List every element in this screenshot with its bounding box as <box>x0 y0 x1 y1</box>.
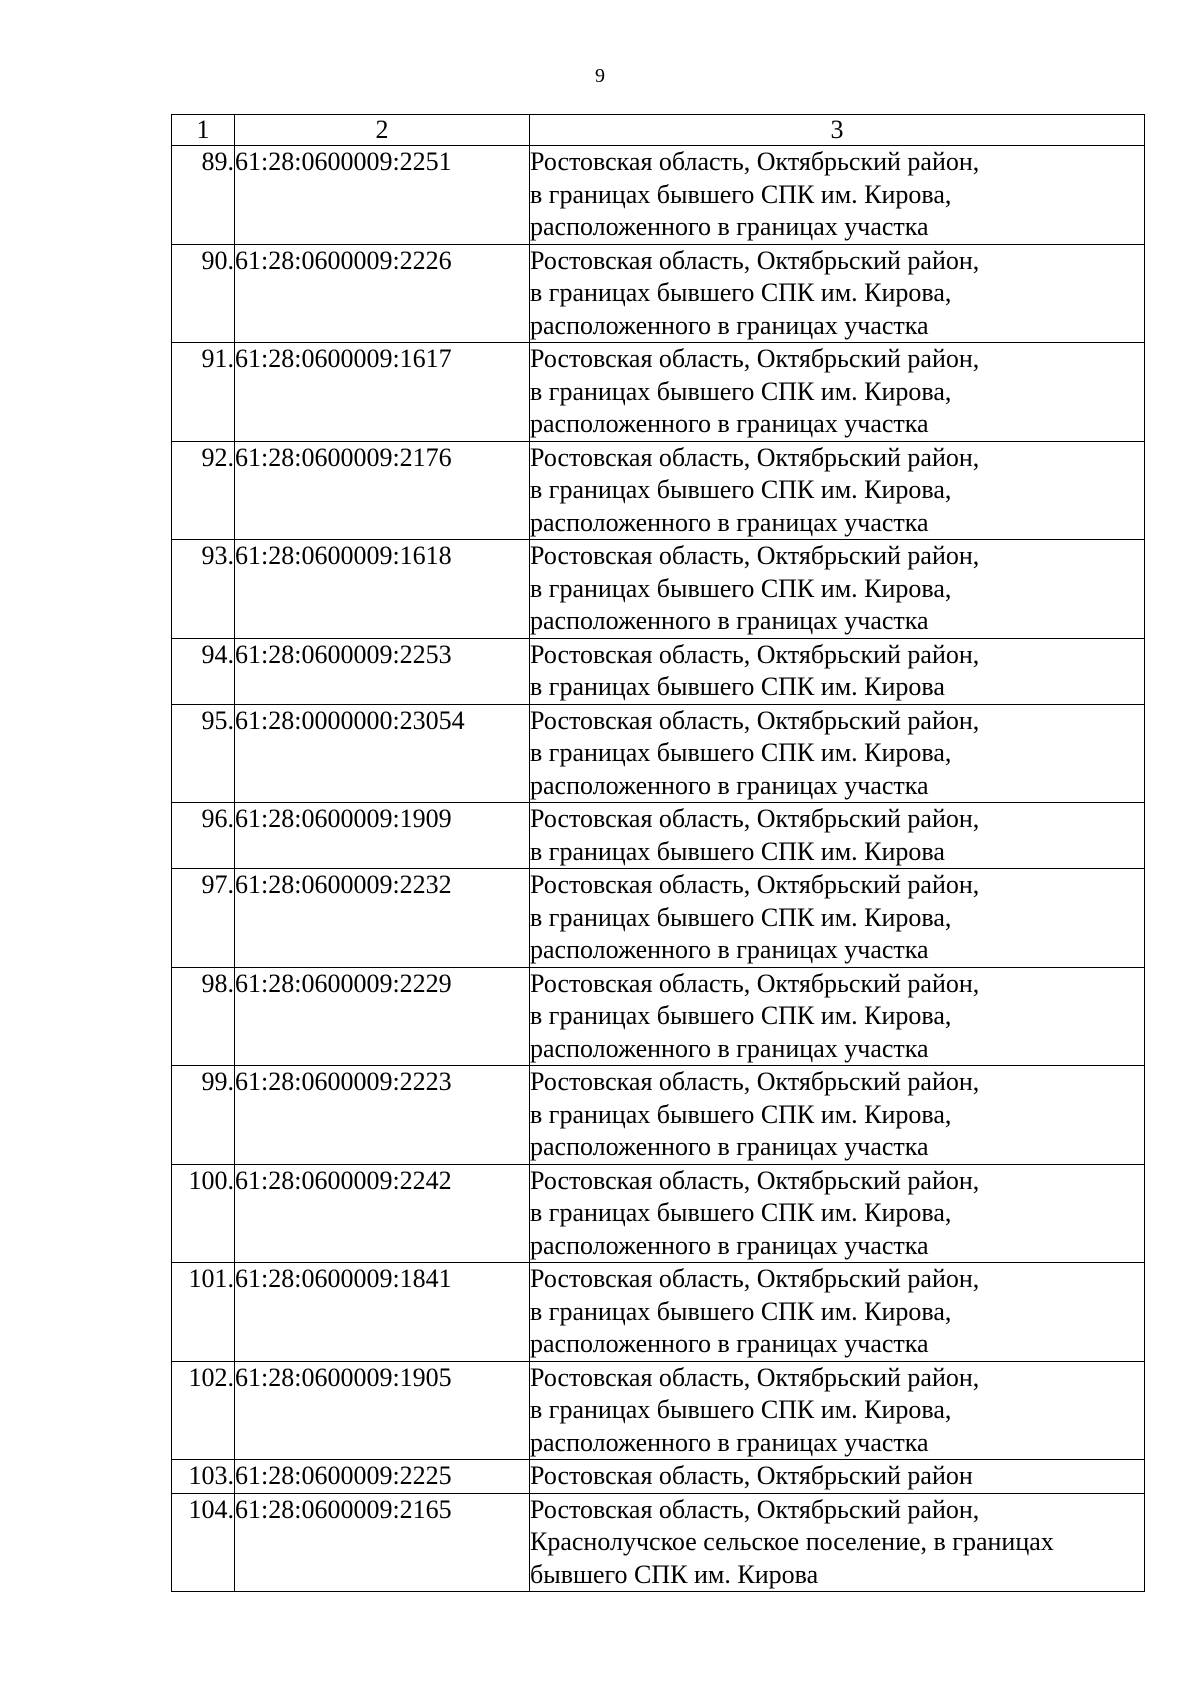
row-number: 89. <box>172 146 235 245</box>
plot-address <box>530 1066 1145 1165</box>
address-line: Ростовская область, Октябрьский район, <box>530 870 980 899</box>
address-line: Ростовская область, Октябрьский район, <box>530 1165 980 1195</box>
cadastral-number: 61:28:0600009:2229 <box>235 967 530 1066</box>
plot-address <box>530 803 1145 869</box>
cadastral-number: 61:28:0600009:2165 <box>235 1493 530 1592</box>
row-number: 93. <box>172 540 235 639</box>
cadastral-number: 61:28:0600009:1617 <box>235 343 530 442</box>
row-number: 101. <box>172 1263 235 1362</box>
address-line: расположенного в границах участка <box>530 1230 929 1260</box>
address-line: Ростовская область, Октябрьский район, <box>530 968 980 998</box>
plot-address <box>530 244 1145 343</box>
address-line: в границах бывшего СПК им. Кирова, <box>530 1099 952 1129</box>
table-row <box>172 803 1145 869</box>
plot-address <box>530 869 1145 968</box>
address-line: Ростовская область, Октябрьский район, <box>530 1494 980 1524</box>
address-line: Ростовская область, Октябрьский район, <box>530 804 980 833</box>
table-row <box>172 638 1145 704</box>
row-number: 100. <box>172 1164 235 1263</box>
table-row <box>172 1460 1145 1494</box>
column-header-2: 2 <box>235 115 530 146</box>
address-line: в границах бывшего СПК им. Кирова, <box>530 475 952 504</box>
table-row <box>172 1164 1145 1263</box>
table-header-row <box>172 115 1145 146</box>
address-line: расположенного в границах участка <box>530 310 929 340</box>
row-number: 97. <box>172 869 235 968</box>
plot-address <box>530 146 1145 245</box>
table-row <box>172 704 1145 803</box>
address-line: в границах бывшего СПК им. Кирова, <box>530 376 952 406</box>
address-line: Ростовская область, Октябрьский район, <box>530 1264 980 1293</box>
address-line: Ростовская область, Октябрьский район, <box>530 705 980 735</box>
cadastral-number: 61:28:0600009:2253 <box>235 638 530 704</box>
address-line: Ростовская область, Октябрьский район, <box>530 1067 980 1096</box>
address-line: расположенного в границах участка <box>530 409 929 438</box>
row-number: 102. <box>172 1361 235 1460</box>
address-line: Ростовская область, Октябрьский район, <box>530 541 980 570</box>
table-row <box>172 869 1145 968</box>
table-row <box>172 1361 1145 1460</box>
plot-address <box>530 343 1145 442</box>
address-line: в границах бывшего СПК им. Кирова, <box>530 278 952 307</box>
cadastral-number: 61:28:0600009:1618 <box>235 540 530 639</box>
table-row <box>172 1263 1145 1362</box>
plot-address <box>530 967 1145 1066</box>
row-number: 91. <box>172 343 235 442</box>
address-line: расположенного в границах участка <box>530 770 929 800</box>
plot-address <box>530 1493 1145 1592</box>
cadastral-number: 61:28:0600009:2251 <box>235 146 530 245</box>
address-line: Ростовская область, Октябрьский район, <box>530 1362 980 1392</box>
cadastral-number: 61:28:0600009:2242 <box>235 1164 530 1263</box>
table-row <box>172 1493 1145 1592</box>
address-line: в границах бывшего СПК им. Кирова, <box>530 1198 952 1227</box>
cadastral-number: 61:28:0600009:2176 <box>235 441 530 540</box>
address-line: в границах бывшего СПК им. Кирова, <box>530 573 952 603</box>
address-line: в границах бывшего СПК им. Кирова <box>530 672 945 701</box>
column-header-3: 3 <box>530 115 1145 146</box>
row-number: 92. <box>172 441 235 540</box>
plot-address <box>530 441 1145 540</box>
row-number: 99. <box>172 1066 235 1165</box>
row-number: 94. <box>172 638 235 704</box>
address-line: расположенного в границах участка <box>530 212 929 241</box>
cadastral-number: 61:28:0600009:1905 <box>235 1361 530 1460</box>
table-row <box>172 967 1145 1066</box>
cadastral-number: 61:28:0000000:23054 <box>235 704 530 803</box>
plot-address <box>530 1361 1145 1460</box>
cadastral-number: 61:28:0600009:1841 <box>235 1263 530 1362</box>
address-line: Ростовская область, Октябрьский район, <box>530 344 980 373</box>
table-row <box>172 540 1145 639</box>
cadastral-number: 61:28:0600009:2223 <box>235 1066 530 1165</box>
table-row <box>172 441 1145 540</box>
address-line: расположенного в границах участка <box>530 1427 929 1457</box>
address-line: расположенного в границах участка <box>530 935 929 964</box>
address-line: расположенного в границах участка <box>530 606 929 635</box>
page-number: 9 <box>595 65 605 87</box>
plot-address <box>530 1460 1145 1494</box>
address-line: расположенного в границах участка <box>530 1033 929 1063</box>
address-line: Ростовская область, Октябрьский район, <box>530 639 980 669</box>
address-line: расположенного в границах участка <box>530 1329 929 1358</box>
plot-address <box>530 1263 1145 1362</box>
address-line: в границах бывшего СПК им. Кирова, <box>530 1395 952 1424</box>
land-plots-table <box>171 114 1145 1592</box>
address-line: в границах бывшего СПК им. Кирова, <box>530 1296 952 1326</box>
address-line: в границах бывшего СПК им. Кирова, <box>530 179 952 209</box>
table-row <box>172 1066 1145 1165</box>
cadastral-number: 61:28:0600009:2225 <box>235 1460 530 1494</box>
address-line: бывшего СПК им. Кирова <box>530 1559 819 1589</box>
plot-address <box>530 638 1145 704</box>
cadastral-number: 61:28:0600009:2232 <box>235 869 530 968</box>
row-number: 104. <box>172 1493 235 1592</box>
table-row <box>172 244 1145 343</box>
plot-address <box>530 704 1145 803</box>
row-number: 96. <box>172 803 235 869</box>
address-line: в границах бывшего СПК им. Кирова <box>530 836 945 866</box>
row-number: 90. <box>172 244 235 343</box>
address-line: в границах бывшего СПК им. Кирова, <box>530 902 952 932</box>
address-line: Ростовская область, Октябрьский район, <box>530 147 980 176</box>
column-header-1: 1 <box>172 115 235 146</box>
address-line: Ростовская область, Октябрьский район <box>530 1461 973 1490</box>
address-line: расположенного в границах участка <box>530 1132 929 1161</box>
address-line: в границах бывшего СПК им. Кирова, <box>530 738 952 767</box>
table-row <box>172 146 1145 245</box>
address-line: Ростовская область, Октябрьский район, <box>530 442 980 472</box>
table-row <box>172 343 1145 442</box>
cadastral-number: 61:28:0600009:2226 <box>235 244 530 343</box>
address-line: Краснолучское сельское поселение, в границах <box>530 1527 1054 1556</box>
plot-address <box>530 540 1145 639</box>
row-number: 103. <box>172 1460 235 1494</box>
cadastral-number: 61:28:0600009:1909 <box>235 803 530 869</box>
address-line: Ростовская область, Октябрьский район, <box>530 245 980 275</box>
address-line: в границах бывшего СПК им. Кирова, <box>530 1001 952 1030</box>
row-number: 95. <box>172 704 235 803</box>
address-line: расположенного в границах участка <box>530 507 929 537</box>
plot-address <box>530 1164 1145 1263</box>
row-number: 98. <box>172 967 235 1066</box>
